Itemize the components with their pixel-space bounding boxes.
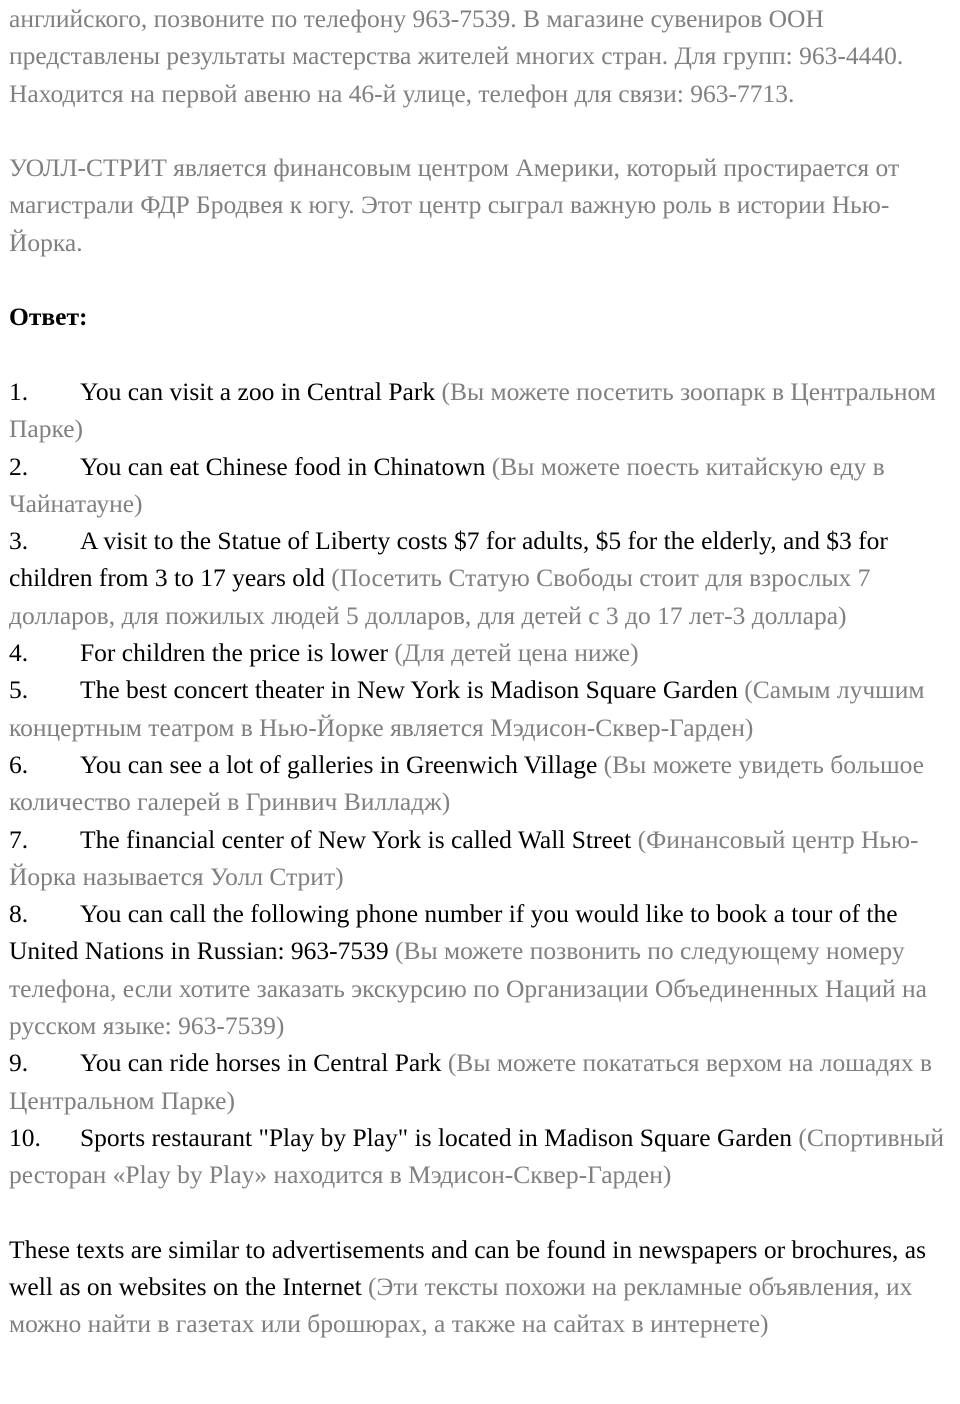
closing-russian: (Эти тексты похожи на рекламные объявления, их можно найти в газетах или брошюрах, а также на сайтах в интернете)	[9, 1272, 913, 1339]
answer-russian: (Спортивный ресторан «Play by Play» находится в Мэдисон-Сквер-Гарден)	[9, 1122, 944, 1190]
answer-russian: (Вы можете увидеть большое количество галерей в Гринвич Вилладж)	[9, 749, 925, 817]
answer-russian: (Финансовый центр Нью-Йорка называется Уолл Стрит)	[9, 824, 919, 891]
answer-number: 6.	[9, 749, 29, 779]
answer-number: 4.	[9, 638, 29, 668]
answer-item	[9, 895, 949, 1044]
answer-english: You can eat Chinese food in Chinatown	[80, 451, 486, 481]
answer-english: For children the price is lower	[80, 638, 389, 668]
answer-number: 1.	[9, 376, 29, 406]
closing-english: These texts are similar to advertisements and can be found in newspapers or brochures, as well as on websites on the Internet	[9, 1234, 926, 1302]
answer-item	[9, 671, 949, 746]
answer-number: 10.	[9, 1122, 41, 1152]
answer-item	[9, 746, 949, 821]
paragraph-gap	[9, 1194, 949, 1231]
answer-item	[9, 634, 949, 671]
answer-english: You can call the following phone number if you would like to book a tour of the United Nations in Russian: 963-7539	[9, 899, 898, 966]
answer-english: The best concert theater in New York is Madison Square Garden	[80, 675, 738, 705]
answer-russian: (Для детей цена ниже)	[394, 638, 639, 668]
document-page	[9, 0, 949, 1343]
answer-russian: (Вы можете позвонить по следующему номеру телефона, если хотите заказать экскурсию по Организации Объединенных Наций на русском языке: 963-7539)	[9, 936, 927, 1041]
answer-russian: (Самым лучшим концертным театром в Нью-Йорке является Мэдисон-Сквер-Гарден)	[9, 675, 925, 742]
paragraph-gap	[9, 112, 949, 149]
answer-number: 5.	[9, 675, 29, 705]
answer-number: 7.	[9, 824, 29, 854]
answer-list	[9, 373, 949, 1194]
answer-number: 2.	[9, 451, 29, 481]
answer-english: A visit to the Statue of Liberty costs $7 for adults, $5 for the elderly, and $3 for children from 3 to 17 years old	[9, 526, 888, 593]
answer-english: The financial center of New York is called Wall Street	[80, 824, 632, 854]
answer-russian: (Посетить Статую Свободы стоит для взрослых 7 долларов, для пожилых людей 5 долларов, для детей с 3 до 17 лет-3 доллара)	[9, 563, 871, 630]
answer-russian: (Вы можете поесть китайскую еду в Чайнатауне)	[9, 451, 885, 518]
answer-number: 3.	[9, 526, 29, 556]
intro-paragraph-un-store: английского, позвоните по телефону 963-7539. В магазине сувениров ООН представлены результаты мастерства жителей многих стран. Для групп: 963-4440. Находится на первой авеню на 46-й улице, телефон для связи: 963-7713.	[9, 4, 904, 108]
answer-item	[9, 373, 949, 448]
answer-item	[9, 522, 949, 634]
answer-russian: (Вы можете посетить зоопарк в Центральном Парке)	[9, 376, 936, 444]
paragraph-gap	[9, 336, 949, 373]
answer-item	[9, 1044, 949, 1119]
answer-number: 8.	[9, 899, 29, 929]
paragraph-gap	[9, 261, 949, 298]
answer-number: 9.	[9, 1048, 29, 1078]
answer-english: You can visit a zoo in Central Park	[80, 376, 436, 406]
answer-russian: (Вы можете покататься верхом на лошадях в Центральном Парке)	[9, 1048, 933, 1115]
closing-paragraph	[9, 1231, 949, 1343]
answer-item	[9, 1119, 949, 1194]
answer-english: You can ride horses in Central Park	[80, 1048, 442, 1078]
answer-item	[9, 448, 949, 523]
answer-item	[9, 821, 949, 896]
answer-english: You can see a lot of galleries in Greenwich Village	[80, 749, 598, 779]
answer-english: Sports restaurant "Play by Play" is located in Madison Square Garden	[80, 1122, 793, 1152]
answer-heading: Ответ:	[9, 302, 88, 332]
intro-paragraph-wall-street: УОЛЛ-СТРИТ является финансовым центром Америки, который простирается от магистрали ФДР Бродвея к югу. Этот центр сыграл важную роль в истории Нью-Йорка.	[9, 153, 900, 257]
